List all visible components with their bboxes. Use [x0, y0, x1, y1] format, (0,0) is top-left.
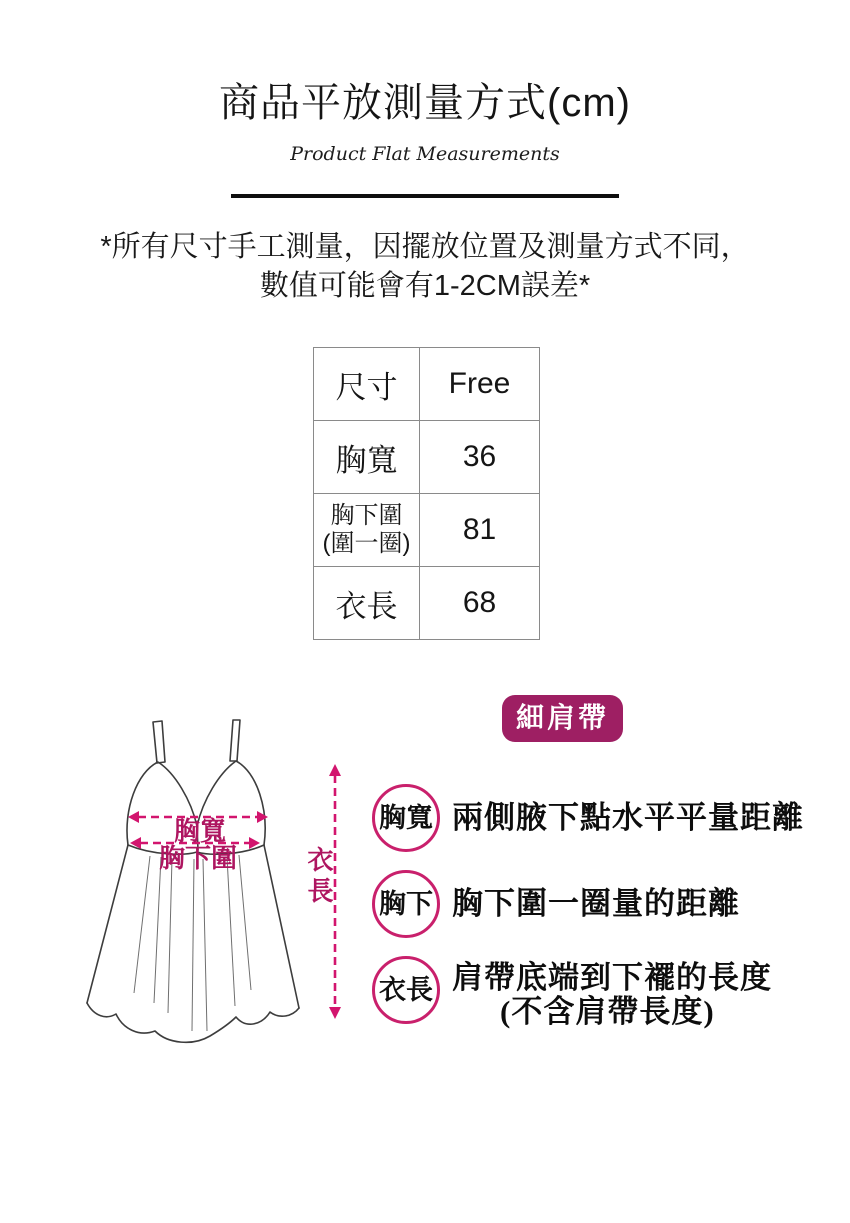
legend-description-garment-length-line2: (不含肩帶長度) [500, 994, 715, 1029]
size-table-header-value: Free [420, 348, 540, 421]
garment-length-arrow-bottom [329, 1007, 341, 1019]
legend-description-underbust: 胸下圍一圈量的距離 [452, 886, 740, 921]
table-row-chest-width [314, 421, 540, 494]
measurement-note-line2: 數值可能會有1-2CM誤差* [259, 270, 591, 302]
legend-circle-garment-length: 衣長 [372, 956, 440, 1024]
garment-length-value-cell: 68 [420, 567, 540, 640]
camisole-outline [87, 720, 299, 1042]
measurement-note [0, 228, 850, 306]
chest-width-value-cell: 36 [420, 421, 540, 494]
chest-width-arrow-left [128, 811, 139, 823]
garment-length-label-cell: 衣長 [314, 567, 420, 640]
wavy-hem [87, 1003, 299, 1042]
chest-width-arrow-right [257, 811, 268, 823]
garment-length-arrow-top [329, 764, 341, 776]
diagram-length-label: 衣長 [304, 846, 333, 908]
title-divider [231, 194, 619, 198]
chest-width-label-cell: 胸寬 [314, 421, 420, 494]
right-strap [230, 720, 240, 761]
skirt-fold-lines [134, 855, 251, 1031]
legend-circle-underbust: 胸下 [372, 870, 440, 938]
size-table-header-label: 尺寸 [314, 348, 420, 421]
diagram-chest-width-label: 胸寬 [173, 817, 226, 846]
legend-circle-chest-width: 胸寬 [372, 784, 440, 852]
page-subtitle: Product Flat Measurements [290, 143, 560, 165]
underbust-label-line1: 胸下圍 [330, 502, 403, 529]
measurement-note-line1: *所有尺寸手工測量，因擺放位置及測量方式不同， [100, 231, 750, 263]
diagram-underbust-label: 胸下圍 [158, 844, 237, 873]
table-row-garment-length [314, 567, 540, 640]
size-table-header-row [314, 348, 540, 421]
style-badge: 細肩帶 [502, 695, 623, 742]
underbust-label-line2: (圍一圈) [322, 530, 411, 557]
size-table [313, 347, 540, 640]
underbust-value-cell: 81 [420, 494, 540, 567]
underbust-label-cell [314, 494, 420, 567]
table-row-underbust [314, 494, 540, 567]
skirt-left-edge [87, 845, 128, 1003]
legend-description-garment-length: 肩帶底端到下襬的長度 [452, 960, 772, 995]
legend-description-chest-width: 兩側腋下點水平平量距離 [452, 800, 804, 835]
left-strap [153, 721, 165, 763]
page-title: 商品平放測量方式(cm) [219, 81, 631, 125]
